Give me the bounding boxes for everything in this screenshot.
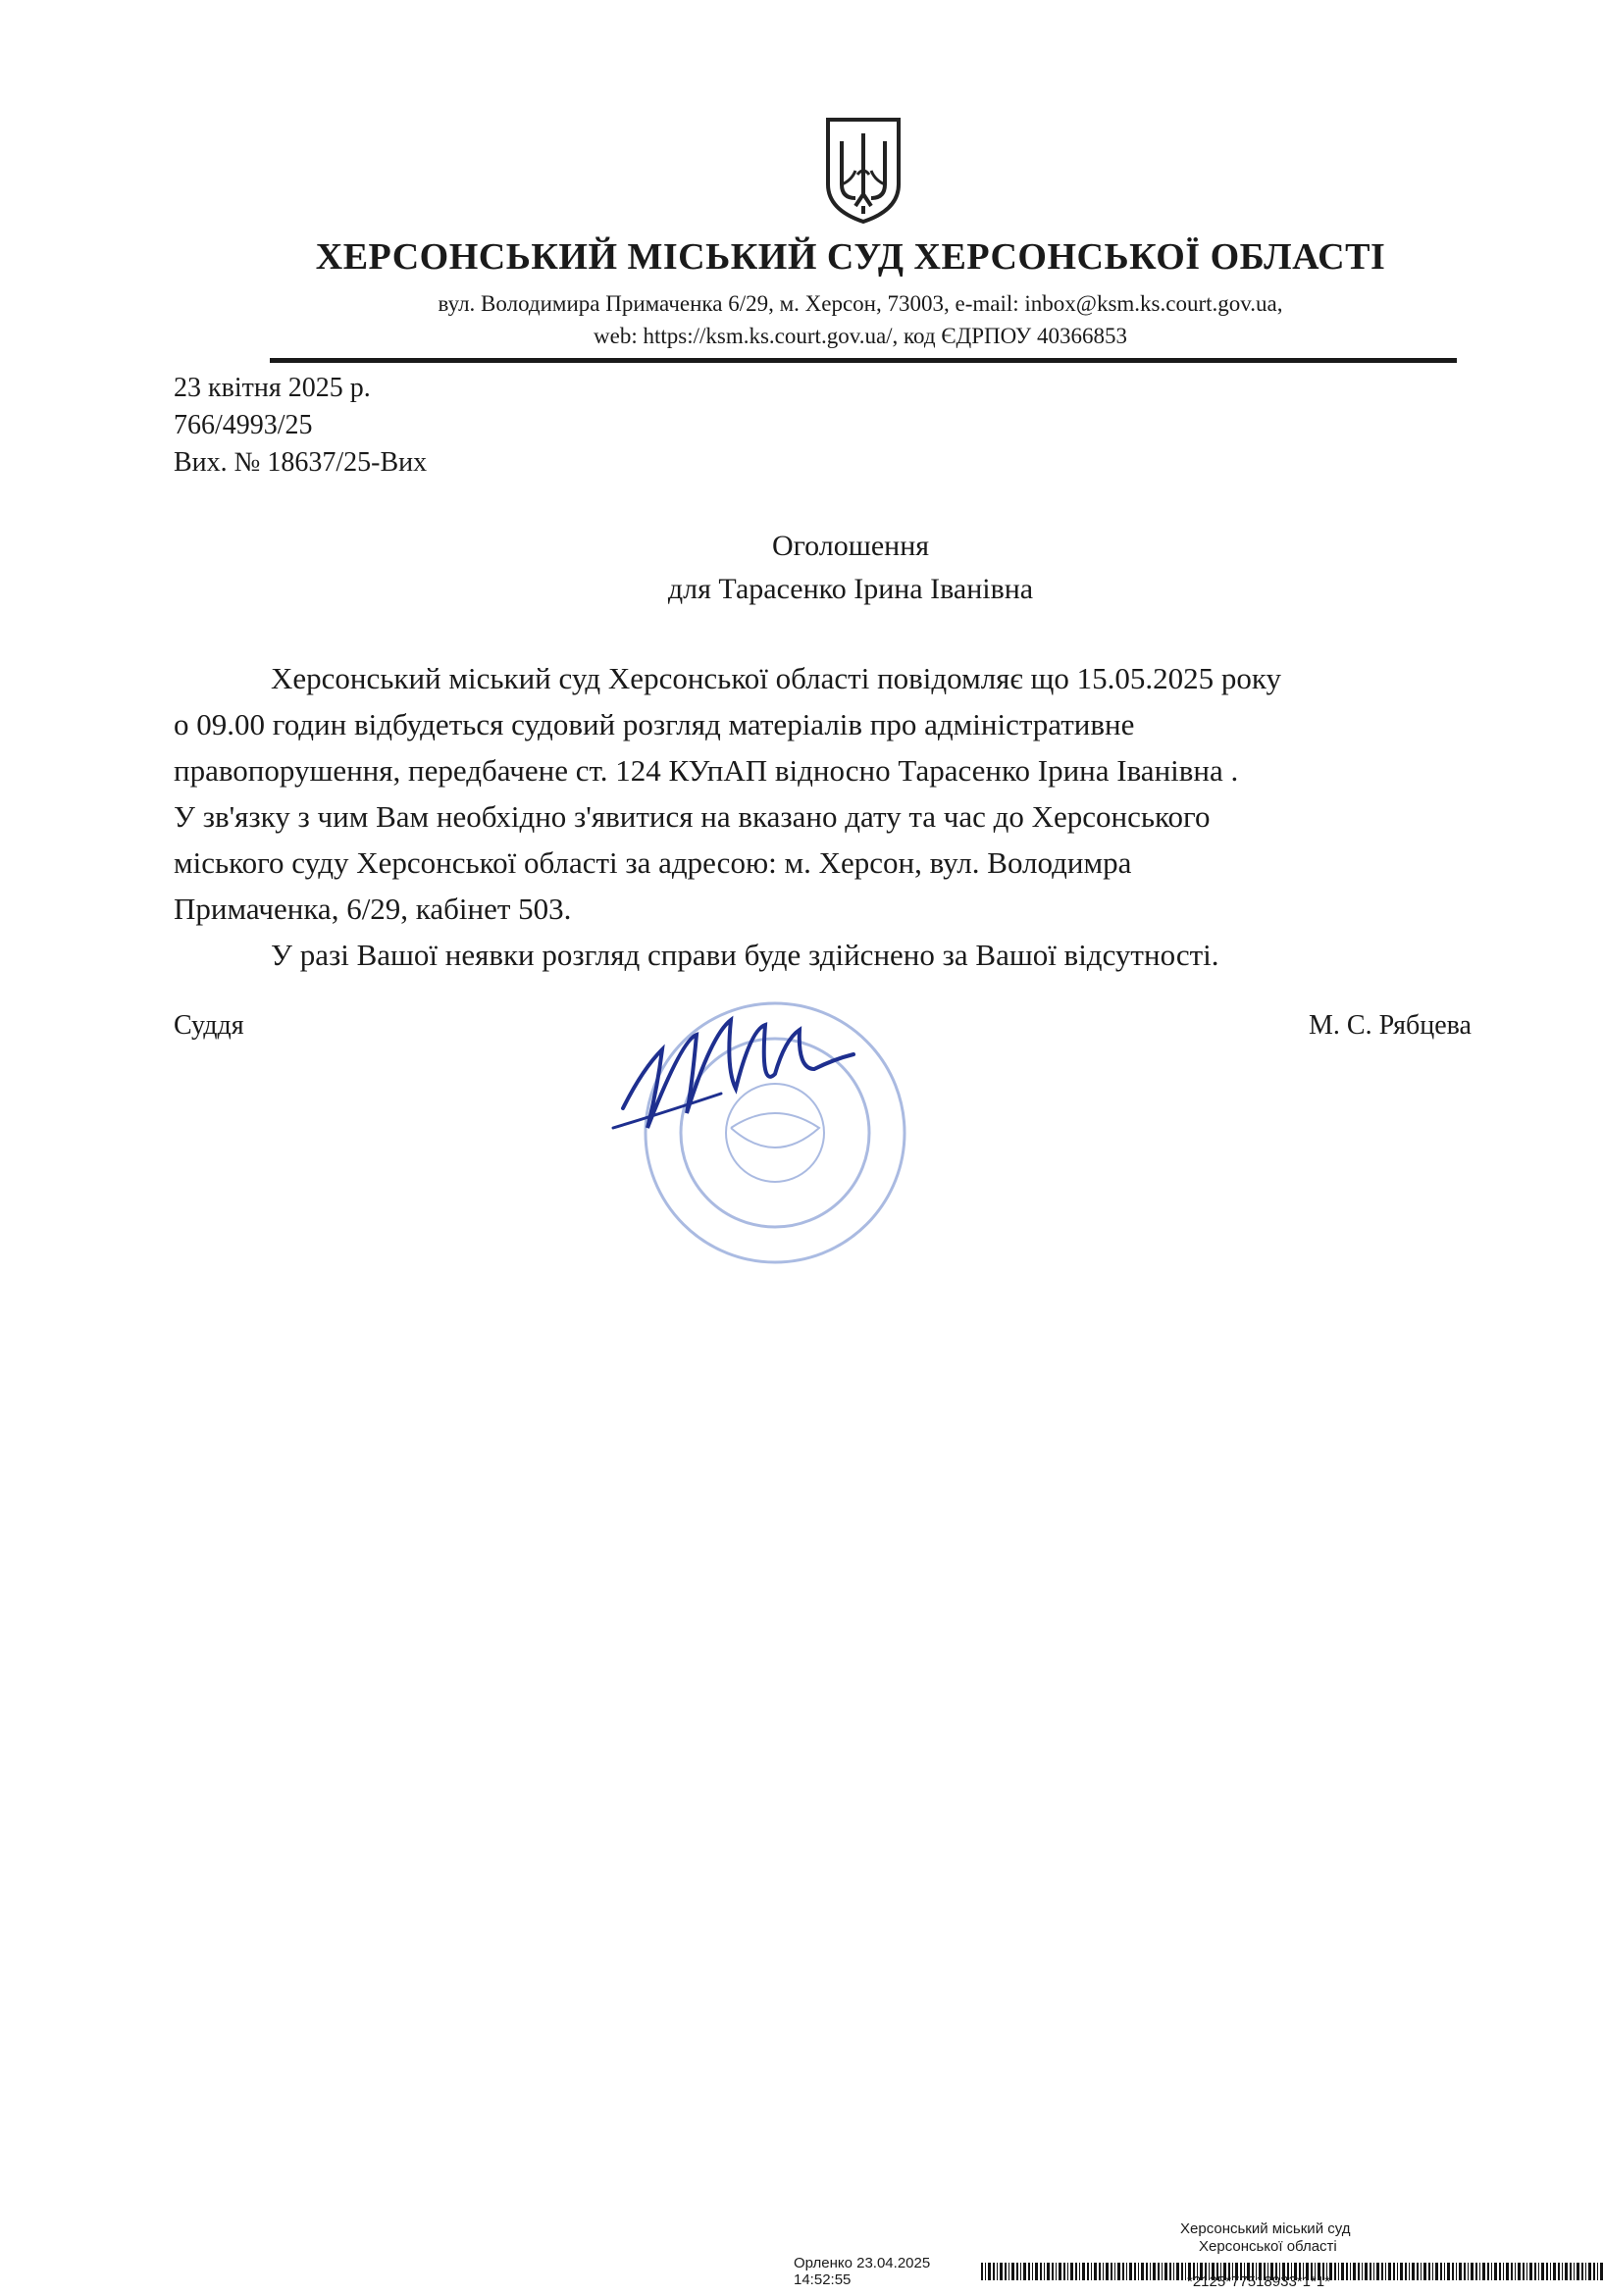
case-number: 766/4993/25 [174,410,313,440]
absence-notice: У разі Вашої неявки розгляд справи буде здійснено за Вашої відсутності. [271,938,1219,972]
body-line: Херсонський міський суд Херсонської області повідомляє що 15.05.2025 року [271,661,1281,695]
body-line: о 09.00 годин відбудеться судовий розгляд матеріалів про адміністративне [174,707,1135,741]
signature-role: Суддя [174,1010,244,1041]
header-divider [270,358,1457,363]
body-line: правопорушення, передбачене ст. 124 КУпАП відносно Тарасенко Ірина Іванівна . [174,753,1239,788]
trident-emblem-icon [822,116,905,226]
court-stamp-with-signature [603,981,947,1285]
body-line: міського суду Херсонської області за адресою: м. Херсон, вул. Володимра [174,845,1132,880]
body-line: У зв'язку з чим Вам необхідно з'явитися на вказано дату та час до Херсонського [174,799,1211,834]
document-date: 23 квітня 2025 р. [174,373,371,403]
barcode-code: *2125*77518933*1*1* [1187,2273,1330,2290]
court-name-heading: ХЕРСОНСЬКИЙ МІСЬКИЙ СУД ХЕРСОНСЬКОЇ ОБЛАСТІ [315,236,1386,278]
body-line: Примаченка, 6/29, кабінет 503. [174,892,572,926]
announcement-title: Оголошення [771,530,930,562]
registration-org-line2: Херсонської області [1199,2238,1337,2255]
announcement-body [174,655,1527,978]
announcement-recipient: для Тарасенко Ірина Іванівна [667,573,1034,605]
court-web-and-code: web: https://ksm.ks.court.gov.ua/, код ЄДРПОУ 40366853 [594,324,1127,348]
operator-timestamp: Орленко 23.04.2025 14:52:55 [794,2255,931,2288]
judge-name: М. С. Рябцева [1309,1010,1472,1041]
outgoing-number: Вих. № 18637/25-Вих [174,447,428,478]
registration-org-line1: Херсонський міський суд [1180,2220,1351,2237]
court-address: вул. Володимира Примаченка 6/29, м. Херсон, 73003, e-mail: inbox@ksm.ks.court.gov.ua, [438,291,1283,316]
